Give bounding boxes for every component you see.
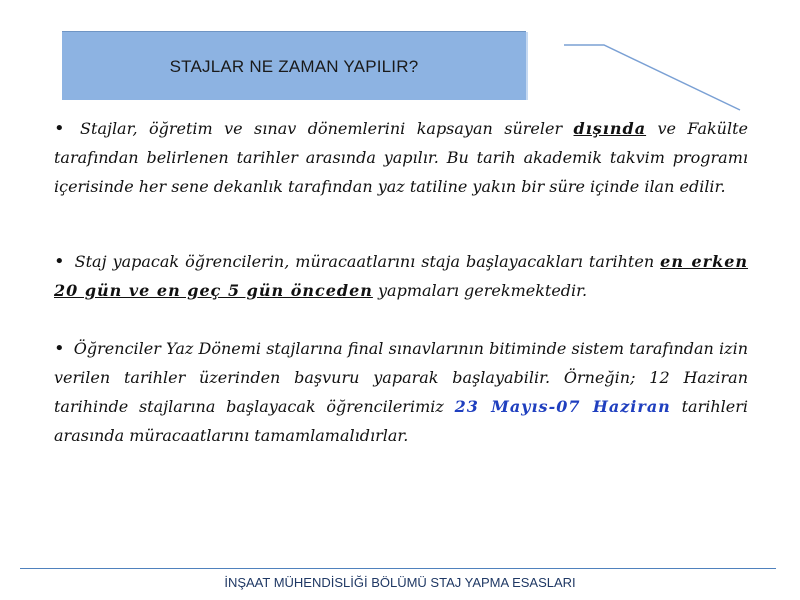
paragraph-2-text-b: yapmaları gerekmektedir. — [372, 281, 588, 300]
footer-text: İNŞAAT MÜHENDİSLİĞİ BÖLÜMÜ STAJ YAPMA ESASLARI — [224, 575, 576, 590]
title-box — [62, 31, 526, 100]
emphasis-deadline: en erken 20 gün ve en geç 5 gün önceden — [54, 252, 749, 300]
paragraph-1 — [54, 114, 748, 201]
paragraph-2-text-a: Staj yapacak öğrencilerin, müracaatlarını staja başlayacakları tarihten — [74, 252, 661, 271]
paragraph-3-text-b: tarihleri arasında müracaatlarını tamamlamalıdırlar. — [54, 397, 748, 445]
bullet: • — [54, 251, 65, 272]
paragraph-1-text-b: ve Fakülte tarafından belirlenen tarihler arasında yapılır. Bu tarih akademik takvim programı içerisinde her sene dekanlık tarafından yaz tatiline yakın bir süre içinde ilan edilir. — [54, 119, 748, 196]
footer-divider — [20, 568, 776, 569]
bullet: • — [54, 338, 65, 359]
emphasis-date-range: 23 Mayıs-07 Haziran — [454, 397, 671, 416]
paragraph-1-text-a: Stajlar, öğretim ve sınav dönemlerini kapsayan süreler — [80, 119, 574, 138]
slide-title: STAJLAR NE ZAMAN YAPILIR? — [169, 57, 419, 76]
emphasis-outside: dışında — [573, 119, 647, 138]
paragraph-3-text-a: Öğrenciler Yaz Dönemi stajlarına final sınavlarının bitiminde sistem tarafından izin verilen tarihler üzerinden başvuru yaparak başlayabilir. Örneğin; 12 Haziran tarihinde stajlarına başlayacak öğrencilerimiz — [54, 339, 748, 416]
decorative-line — [560, 42, 750, 117]
paragraph-2 — [54, 247, 748, 305]
paragraph-3 — [54, 334, 748, 450]
bullet: • — [54, 118, 65, 139]
